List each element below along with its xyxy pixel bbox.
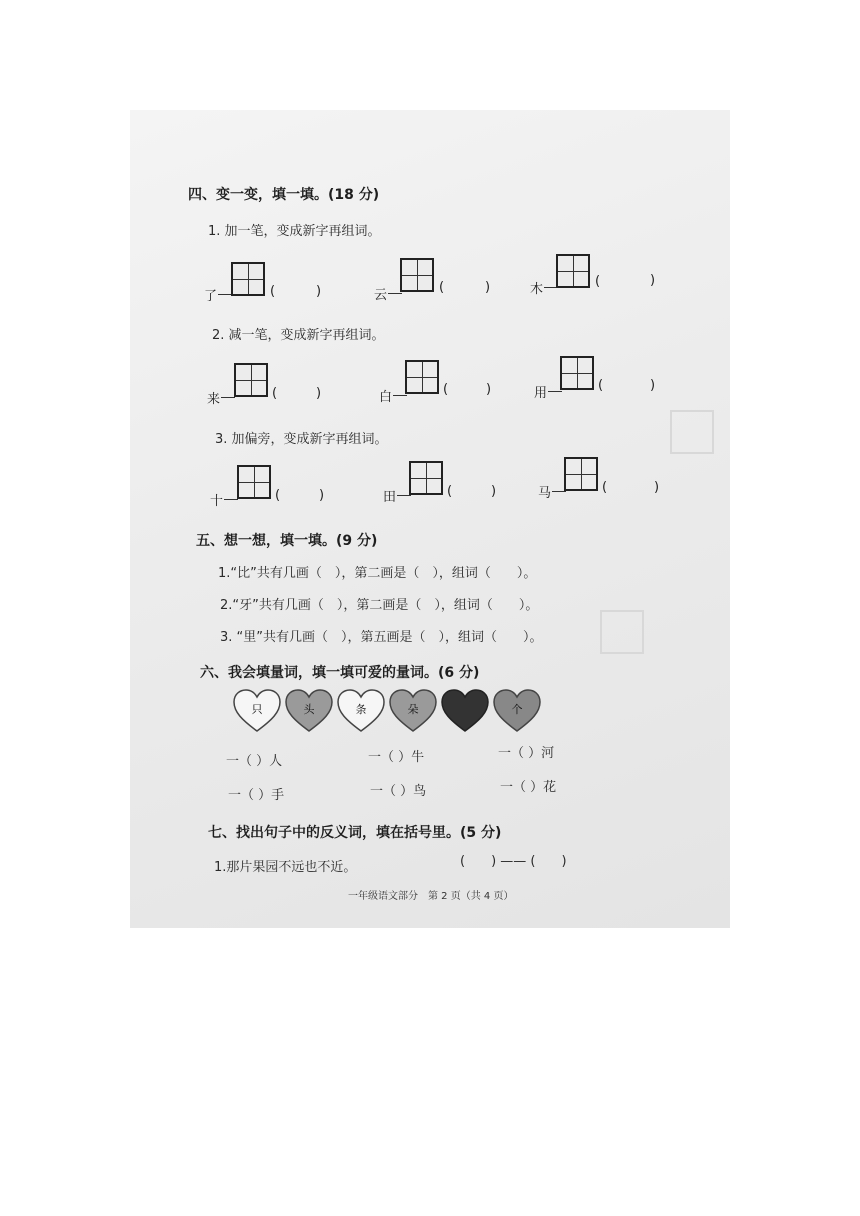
page-footer: 一年级语文部分 第 2 页（共 4 页） bbox=[348, 891, 514, 902]
paren-close: ) bbox=[491, 484, 497, 499]
heart-label: 朵 bbox=[407, 703, 419, 716]
heart-card[interactable] bbox=[284, 688, 334, 734]
paren-close: ) bbox=[316, 386, 322, 401]
paren-open: ( bbox=[443, 382, 449, 397]
dash-line bbox=[218, 294, 232, 295]
section-4-sub1: 1. 加一笔，变成新字再组词。 bbox=[208, 224, 381, 239]
dash-line bbox=[397, 495, 411, 496]
section-4-title: 四、变一变，填一填。(18 分) bbox=[188, 187, 380, 203]
tianzige-box[interactable] bbox=[405, 360, 439, 394]
paren-open: ( bbox=[270, 284, 276, 299]
paren-close: ) bbox=[485, 280, 491, 295]
heart-card[interactable] bbox=[440, 688, 490, 734]
tianzige-box[interactable] bbox=[231, 262, 265, 296]
heart-shape bbox=[440, 688, 490, 734]
paren-close: ) bbox=[650, 378, 656, 393]
tianzige-box[interactable] bbox=[409, 461, 443, 495]
tianzige-box[interactable] bbox=[556, 254, 590, 288]
tianzige-box[interactable] bbox=[237, 465, 271, 499]
dash-line bbox=[552, 491, 566, 492]
section-7-title: 七、找出句子中的反义词，填在括号里。(5 分) bbox=[208, 825, 502, 841]
measure-word-item: 一（ ）花 bbox=[500, 780, 557, 795]
measure-word-item: 一（ ）人 bbox=[226, 754, 283, 769]
heart-label: 头 bbox=[303, 703, 315, 716]
bleed-through-box bbox=[600, 610, 644, 654]
paren-close: ) bbox=[486, 382, 492, 397]
tianzige-box[interactable] bbox=[400, 258, 434, 292]
bleed-through-box bbox=[670, 410, 714, 454]
heart-label: 只 bbox=[251, 703, 263, 716]
paren-open: ( bbox=[439, 280, 445, 295]
measure-word-item: 一（ ）河 bbox=[498, 746, 555, 761]
char-label: 白 bbox=[379, 390, 393, 405]
dash-line bbox=[548, 391, 562, 392]
section-6-title: 六、我会填量词，填一填可爱的量词。(6 分) bbox=[200, 665, 480, 681]
measure-word-item: 一（ ）鸟 bbox=[370, 784, 427, 799]
paren-close: ) bbox=[654, 480, 660, 495]
heart-label: 个 bbox=[511, 703, 523, 716]
section-4-sub2: 2. 减一笔，变成新字再组词。 bbox=[212, 328, 385, 343]
paren-open: ( bbox=[447, 484, 453, 499]
char-label: 来 bbox=[207, 392, 221, 407]
section-7-q1: 1.那片果园不远也不近。 bbox=[214, 860, 357, 875]
paren-close: ) bbox=[319, 488, 325, 503]
tianzige-box[interactable] bbox=[560, 356, 594, 390]
section-4-sub3: 3. 加偏旁，变成新字再组词。 bbox=[215, 432, 388, 447]
tianzige-box[interactable] bbox=[234, 363, 268, 397]
char-label: 木 bbox=[530, 282, 544, 297]
paren-open: ( bbox=[272, 386, 278, 401]
section-5-q3: 3. “里”共有几画（ ），第五画是（ ），组词（ ）。 bbox=[220, 630, 543, 645]
paren-close: ) bbox=[316, 284, 322, 299]
section-5-q2: 2.“牙”共有几画（ ），第二画是（ ），组词（ ）。 bbox=[220, 598, 539, 613]
heart-card[interactable] bbox=[232, 688, 282, 734]
paren-open: ( bbox=[598, 378, 604, 393]
paren-open: ( bbox=[602, 480, 608, 495]
section-5-q1: 1.“比”共有几画（ ），第二画是（ ），组词（ ）。 bbox=[218, 566, 537, 581]
dash-line bbox=[393, 395, 407, 396]
section-7-answer[interactable]: ( ) —— ( ) bbox=[460, 854, 567, 869]
paren-close: ) bbox=[650, 273, 656, 288]
char-label: 了 bbox=[204, 289, 218, 304]
exam-page bbox=[130, 110, 730, 928]
measure-word-item: 一（ ）牛 bbox=[368, 750, 425, 765]
paren-open: ( bbox=[275, 488, 281, 503]
dash-line bbox=[224, 499, 238, 500]
char-label: 十 bbox=[210, 494, 224, 509]
measure-word-item: 一（ ）手 bbox=[228, 788, 285, 803]
heart-label: 条 bbox=[355, 703, 367, 716]
tianzige-box[interactable] bbox=[564, 457, 598, 491]
char-label: 云 bbox=[374, 288, 388, 303]
paren-open: ( bbox=[595, 274, 601, 289]
heart-card[interactable] bbox=[388, 688, 438, 734]
section-5-title: 五、想一想，填一填。(9 分) bbox=[196, 533, 378, 549]
dash-line bbox=[388, 293, 402, 294]
char-label: 用 bbox=[534, 386, 548, 401]
heart-card[interactable] bbox=[492, 688, 542, 734]
heart-card[interactable] bbox=[336, 688, 386, 734]
char-label: 马 bbox=[538, 486, 552, 501]
dash-line bbox=[221, 397, 235, 398]
char-label: 田 bbox=[383, 490, 397, 505]
